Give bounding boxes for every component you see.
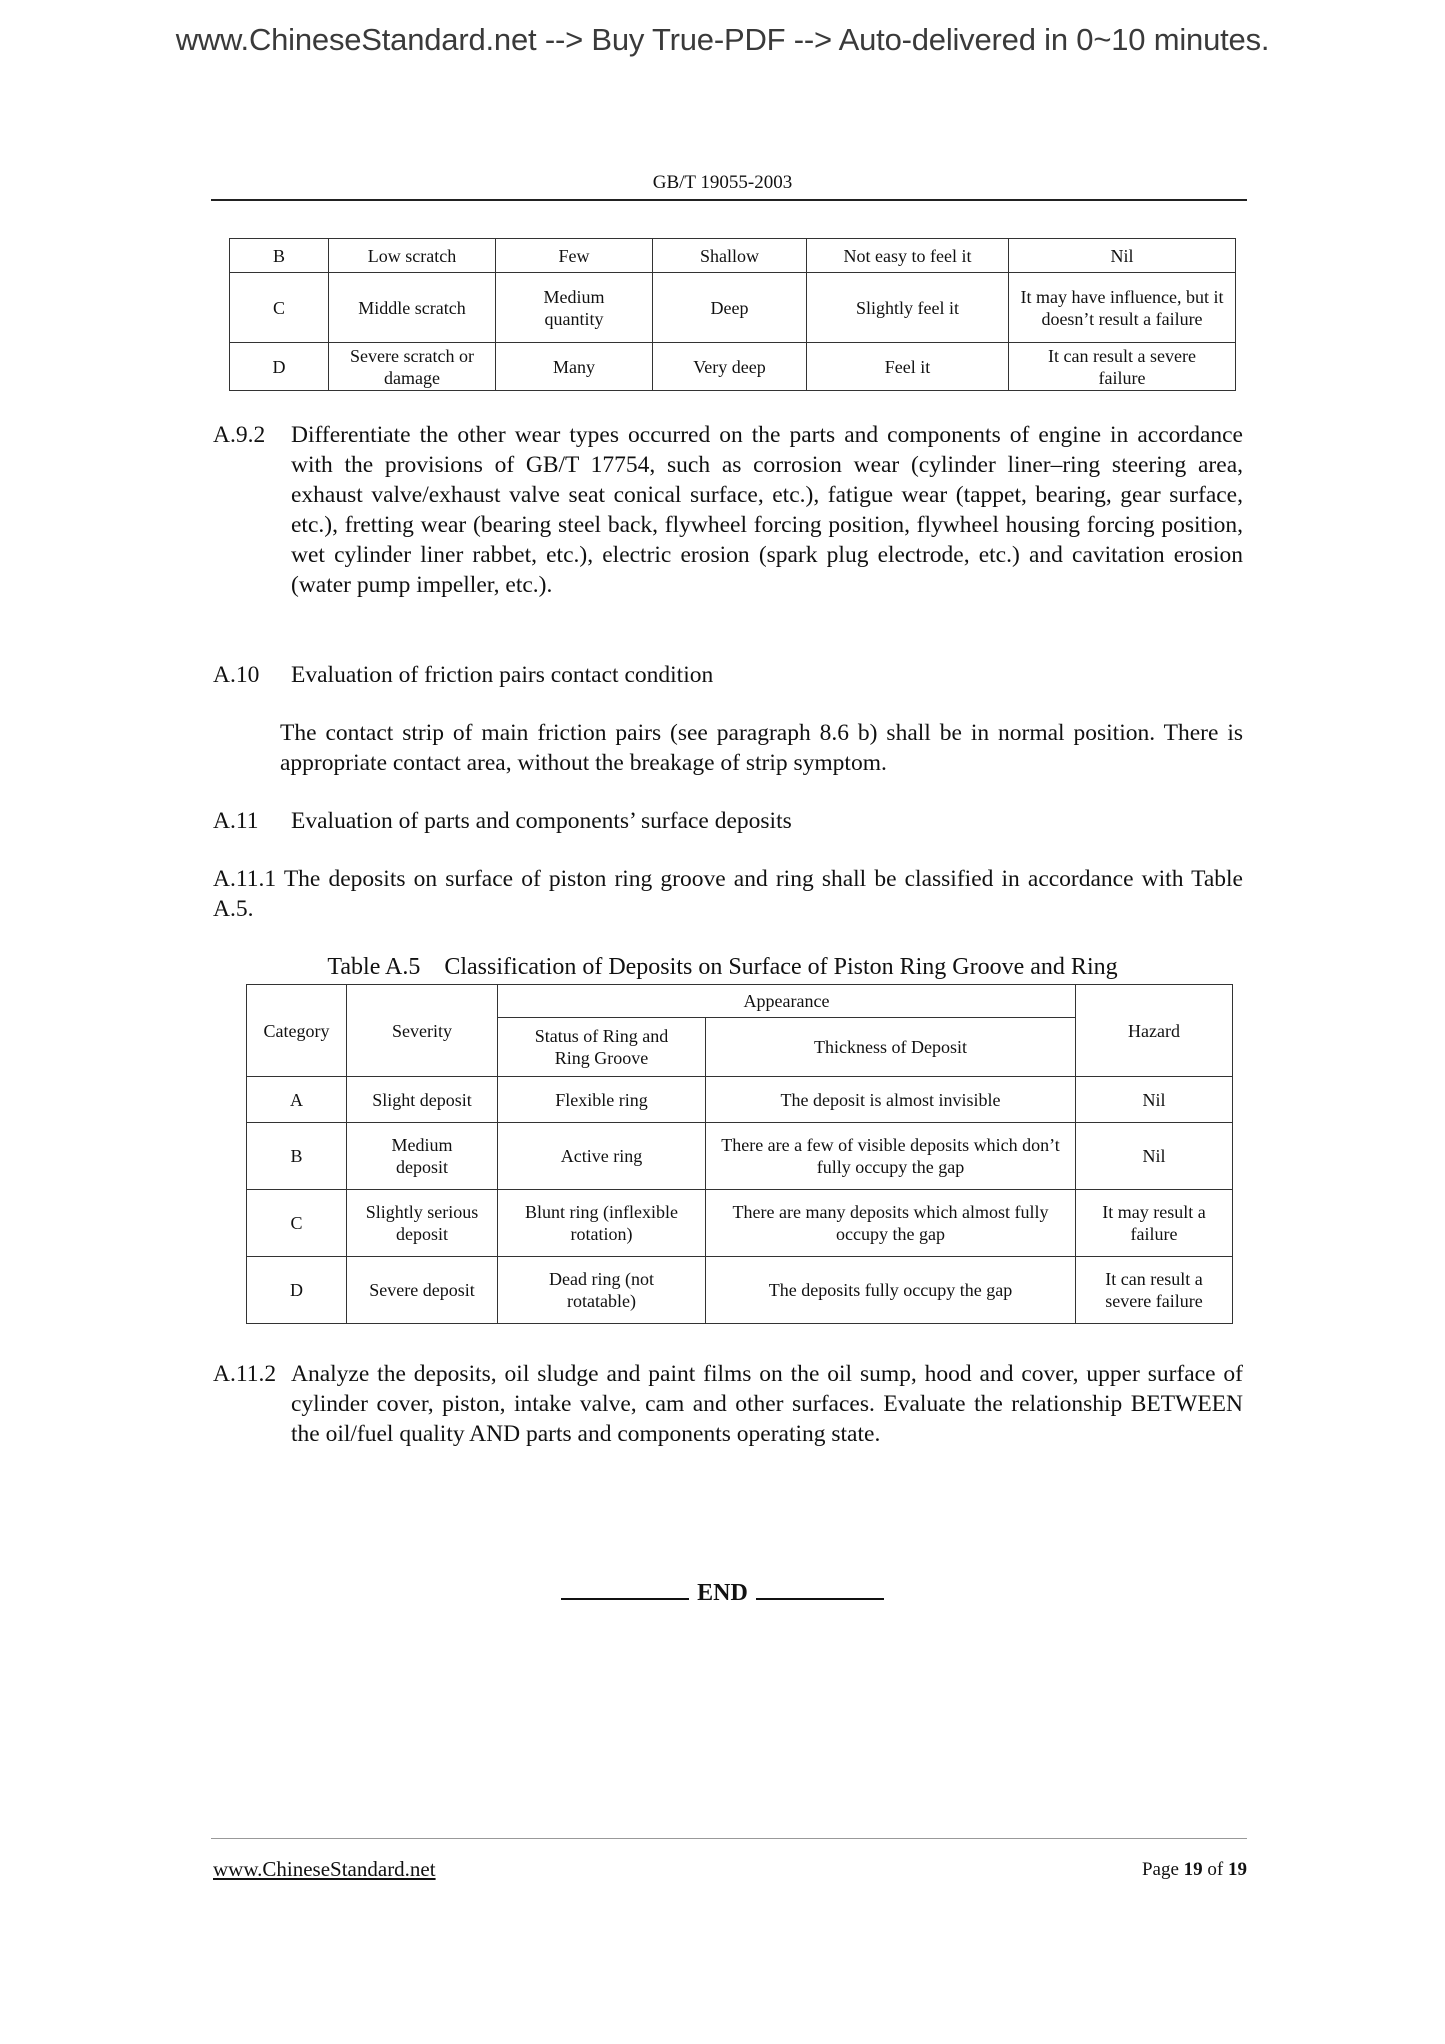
cell-hazard: Nil	[1076, 1123, 1233, 1190]
cell-depth: Deep	[653, 273, 807, 343]
section-number: A.10	[213, 662, 260, 688]
table-row	[247, 1257, 1233, 1324]
cell-thickness: There are many deposits which almost fully occupy the gap	[706, 1190, 1076, 1257]
cell-status: Dead ring (not rotatable)	[498, 1257, 706, 1324]
section-text: Differentiate the other wear types occurred on the parts and components of engine in accordance with the provisions of GB/T 17754, such as corrosion wear (cylinder liner–ring steering area, exhaust valve/exhaust valve seat conical surface, etc.), fatigue wear (tappet, bearing, gear surface, etc.), fretting wear (bearing steel back, flywheel forcing position, flywheel housing forcing position, wet cylinder liner rabbet, etc.), electric erosion (spark plug electrode, etc.) and cavitation erosion (water pump impeller, etc.).	[291, 422, 1243, 598]
section-text: Analyze the deposits, oil sludge and paint films on the oil sump, hood and cover, upper surface of cylinder cover, piston, intake valve, cam and other surfaces. Evaluate the relationship BETWEEN the oil/fuel quality AND parts and components operating state.	[291, 1361, 1243, 1447]
cell-severity: Slightly serious deposit	[347, 1190, 498, 1257]
section-a11-2	[213, 1359, 1243, 1449]
cell-severity: Slight deposit	[347, 1077, 498, 1123]
page-number	[1142, 1859, 1247, 1881]
header-hazard: Hazard	[1076, 985, 1233, 1077]
footer-site-link[interactable]: www.ChineseStandard.net	[213, 1857, 436, 1881]
cell-feel: Not easy to feel it	[807, 239, 1009, 273]
end-label: END	[697, 1580, 748, 1606]
table-row	[247, 1190, 1233, 1257]
end-rule-right	[756, 1578, 884, 1600]
promo-banner[interactable]: www.ChineseStandard.net --> Buy True-PDF --> Auto-delivered in 0~10 minutes.	[175, 22, 1270, 57]
cell-quantity: Many	[496, 343, 653, 391]
table-row	[247, 1077, 1233, 1123]
cell-severity: Severe deposit	[347, 1257, 498, 1324]
cell-hazard: It can result a severe failure	[1009, 343, 1236, 391]
cell-hazard: It can result a severe failure	[1076, 1257, 1233, 1324]
cell-status: Blunt ring (inflexible rotation)	[498, 1190, 706, 1257]
cell-category: D	[247, 1257, 347, 1324]
section-a11-1	[213, 864, 1243, 924]
cell-category: B	[247, 1123, 347, 1190]
section-title: Evaluation of friction pairs contact condition	[291, 662, 714, 688]
header-category: Category	[247, 985, 347, 1077]
table-a4-continued	[229, 238, 1236, 391]
cell-category: B	[230, 239, 329, 273]
section-a9-2	[213, 420, 1243, 600]
cell-severity: Low scratch	[329, 239, 496, 273]
header-appearance: Appearance	[498, 985, 1076, 1018]
end-marker	[0, 1578, 1445, 1607]
standard-number-header: GB/T 19055-2003	[652, 172, 793, 193]
cell-thickness: There are a few of visible deposits which don’t fully occupy the gap	[706, 1123, 1076, 1190]
section-a10-body: The contact strip of main friction pairs (see paragraph 8.6 b) shall be in normal position. There is appropriate contact area, without the breakage of strip symptom.	[280, 720, 1243, 776]
cell-category: A	[247, 1077, 347, 1123]
table-header-row	[247, 985, 1233, 1018]
cell-category: D	[230, 343, 329, 391]
page-total: 19	[1228, 1859, 1247, 1880]
footer-divider	[211, 1838, 1247, 1839]
table-a5	[246, 984, 1233, 1324]
cell-severity: Medium deposit	[347, 1123, 498, 1190]
cell-hazard: It may have influence, but it doesn’t result a failure	[1009, 273, 1236, 343]
cell-quantity: Medium quantity	[496, 273, 653, 343]
section-number: A.11.2	[213, 1361, 277, 1387]
table-row	[230, 343, 1236, 391]
page-prefix: Page	[1141, 1859, 1179, 1880]
cell-status: Active ring	[498, 1123, 706, 1190]
header-severity: Severity	[347, 985, 498, 1077]
cell-quantity: Few	[496, 239, 653, 273]
cell-category: C	[247, 1190, 347, 1257]
cell-feel: Slightly feel it	[807, 273, 1009, 343]
cell-hazard: Nil	[1076, 1077, 1233, 1123]
cell-severity: Severe scratch or damage	[329, 343, 496, 391]
cell-feel: Feel it	[807, 343, 1009, 391]
cell-thickness: The deposits fully occupy the gap	[706, 1257, 1076, 1324]
cell-severity: Middle scratch	[329, 273, 496, 343]
page-of: of	[1207, 1859, 1224, 1880]
section-a10-heading	[213, 660, 1243, 690]
header-divider	[211, 199, 1247, 201]
end-rule-left	[561, 1578, 689, 1600]
page-current: 19	[1183, 1859, 1203, 1880]
table-row	[247, 1123, 1233, 1190]
section-number: A.9.2	[213, 422, 266, 448]
table-a5-caption: Table A.5 Classification of Deposits on Surface of Piston Ring Groove and Ring	[327, 954, 1118, 980]
cell-hazard: It may result a failure	[1076, 1190, 1233, 1257]
table-row	[230, 273, 1236, 343]
table-row	[230, 239, 1236, 273]
section-number: A.11.1	[213, 866, 277, 892]
cell-status: Flexible ring	[498, 1077, 706, 1123]
header-thickness: Thickness of Deposit	[706, 1018, 1076, 1077]
cell-thickness: The deposit is almost invisible	[706, 1077, 1076, 1123]
cell-depth: Very deep	[653, 343, 807, 391]
section-a11-heading	[213, 806, 1243, 836]
cell-category: C	[230, 273, 329, 343]
cell-hazard: Nil	[1009, 239, 1236, 273]
section-text: The deposits on surface of piston ring groove and ring shall be classified in accordance with Table A.5.	[213, 866, 1243, 922]
cell-depth: Shallow	[653, 239, 807, 273]
section-number: A.11	[213, 808, 259, 834]
section-title: Evaluation of parts and components’ surface deposits	[291, 808, 792, 834]
header-status: Status of Ring and Ring Groove	[498, 1018, 706, 1077]
